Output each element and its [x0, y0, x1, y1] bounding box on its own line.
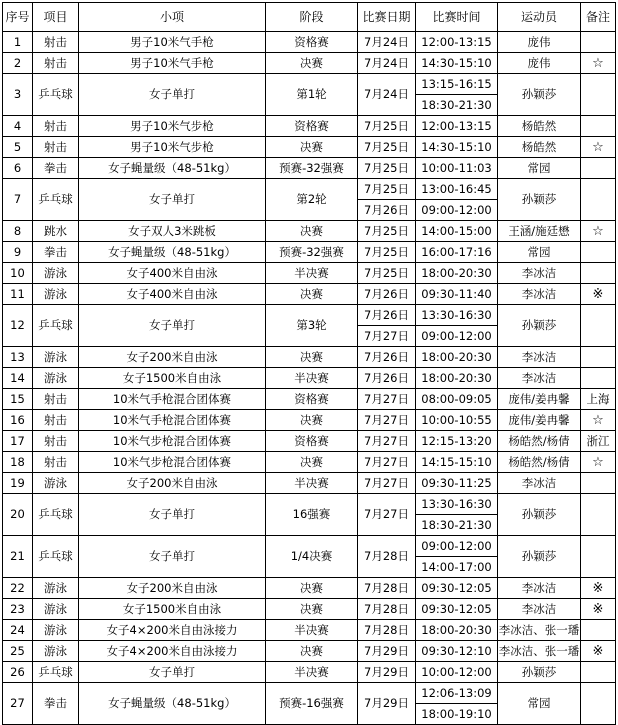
row-stage: 16强赛 — [266, 494, 358, 536]
row-event: 女子200米自由泳 — [79, 473, 266, 494]
row-date: 7月24日 — [358, 53, 416, 74]
row-athlete: 杨皓然 — [498, 116, 581, 137]
row-event: 女子蝇量级（48-51kg） — [79, 158, 266, 179]
header-stage: 阶段 — [266, 3, 358, 32]
row-no: 3 — [3, 74, 33, 116]
table-row — [3, 452, 616, 473]
row-time: 09:30-11:40 — [416, 284, 498, 305]
row-time: 09:00-12:00 — [416, 326, 498, 347]
row-note: 浙江 — [581, 431, 616, 452]
row-stage: 资格赛 — [266, 116, 358, 137]
row-event: 男子10米气步枪 — [79, 137, 266, 158]
row-event: 女子1500米自由泳 — [79, 368, 266, 389]
row-date: 7月25日 — [358, 263, 416, 284]
row-stage: 资格赛 — [266, 389, 358, 410]
table-row — [3, 347, 616, 368]
row-sport: 射击 — [33, 410, 79, 431]
row-date: 7月25日 — [358, 179, 416, 200]
row-athlete: 李冰洁、张一璠 — [498, 620, 581, 641]
table-row — [3, 74, 616, 95]
row-athlete: 李冰洁 — [498, 368, 581, 389]
table-row — [3, 473, 616, 494]
row-athlete: 庞伟 — [498, 53, 581, 74]
row-note: ※ — [581, 284, 616, 305]
header-event: 小项 — [79, 3, 266, 32]
row-event: 女子4×200米自由泳接力 — [79, 641, 266, 662]
row-time: 09:00-12:00 — [416, 536, 498, 557]
row-no: 5 — [3, 137, 33, 158]
row-no: 26 — [3, 662, 33, 683]
row-athlete: 杨皓然/杨倩 — [498, 452, 581, 473]
table-row — [3, 536, 616, 557]
row-stage: 预赛-32强赛 — [266, 158, 358, 179]
row-event: 女子单打 — [79, 494, 266, 536]
row-event: 女子200米自由泳 — [79, 347, 266, 368]
row-sport: 拳击 — [33, 683, 79, 725]
row-event: 男子10米气手枪 — [79, 53, 266, 74]
row-event: 女子蝇量级（48-51kg） — [79, 242, 266, 263]
row-sport: 游泳 — [33, 263, 79, 284]
table-row — [3, 305, 616, 326]
row-note — [581, 179, 616, 221]
row-sport: 射击 — [33, 116, 79, 137]
row-stage: 决赛 — [266, 578, 358, 599]
row-note: ☆ — [581, 410, 616, 431]
row-no: 22 — [3, 578, 33, 599]
schedule-body — [3, 32, 616, 725]
row-stage: 决赛 — [266, 599, 358, 620]
row-time: 13:30-16:30 — [416, 494, 498, 515]
row-time: 10:00-11:03 — [416, 158, 498, 179]
row-time: 18:30-21:30 — [416, 95, 498, 116]
row-stage: 决赛 — [266, 53, 358, 74]
row-sport: 射击 — [33, 137, 79, 158]
row-date: 7月25日 — [358, 221, 416, 242]
row-no: 12 — [3, 305, 33, 347]
row-sport: 游泳 — [33, 599, 79, 620]
row-athlete: 李冰洁 — [498, 599, 581, 620]
row-no: 8 — [3, 221, 33, 242]
row-sport: 射击 — [33, 53, 79, 74]
table-row — [3, 137, 616, 158]
row-date: 7月29日 — [358, 683, 416, 725]
table-row — [3, 242, 616, 263]
row-event: 女子400米自由泳 — [79, 263, 266, 284]
row-event: 10米气手枪混合团体赛 — [79, 410, 266, 431]
row-event: 10米气手枪混合团体赛 — [79, 389, 266, 410]
table-row — [3, 662, 616, 683]
row-date: 7月27日 — [358, 494, 416, 536]
row-date: 7月29日 — [358, 662, 416, 683]
row-note: ☆ — [581, 221, 616, 242]
row-note — [581, 536, 616, 578]
row-time: 12:15-13:20 — [416, 431, 498, 452]
row-event: 男子10米气手枪 — [79, 32, 266, 53]
header-note: 备注 — [581, 3, 616, 32]
header-time: 比赛时间 — [416, 3, 498, 32]
row-date: 7月28日 — [358, 599, 416, 620]
row-athlete: 孙颖莎 — [498, 74, 581, 116]
row-sport: 跳水 — [33, 221, 79, 242]
row-no: 13 — [3, 347, 33, 368]
row-sport: 拳击 — [33, 242, 79, 263]
row-time: 10:00-12:00 — [416, 662, 498, 683]
schedule-table — [2, 2, 616, 725]
row-sport: 游泳 — [33, 284, 79, 305]
row-stage: 决赛 — [266, 347, 358, 368]
row-time: 12:00-13:15 — [416, 32, 498, 53]
row-stage: 半决赛 — [266, 662, 358, 683]
header-row — [3, 3, 616, 32]
table-row — [3, 494, 616, 515]
row-athlete: 常园 — [498, 683, 581, 725]
row-sport: 乒乓球 — [33, 494, 79, 536]
row-time: 14:30-15:10 — [416, 137, 498, 158]
row-note: ※ — [581, 578, 616, 599]
row-event: 女子200米自由泳 — [79, 578, 266, 599]
row-no: 16 — [3, 410, 33, 431]
row-no: 2 — [3, 53, 33, 74]
row-sport: 乒乓球 — [33, 662, 79, 683]
row-date: 7月27日 — [358, 473, 416, 494]
row-time: 09:30-11:25 — [416, 473, 498, 494]
row-time: 12:06-13:09 — [416, 683, 498, 704]
row-athlete: 李冰洁 — [498, 473, 581, 494]
row-event: 女子蝇量级（48-51kg） — [79, 683, 266, 725]
row-note: ※ — [581, 641, 616, 662]
table-row — [3, 368, 616, 389]
row-no: 23 — [3, 599, 33, 620]
row-note — [581, 116, 616, 137]
row-date: 7月26日 — [358, 305, 416, 326]
row-athlete: 庞伟 — [498, 32, 581, 53]
row-time: 09:30-12:05 — [416, 578, 498, 599]
row-no: 10 — [3, 263, 33, 284]
row-event: 女子单打 — [79, 305, 266, 347]
row-date: 7月28日 — [358, 578, 416, 599]
row-date: 7月26日 — [358, 347, 416, 368]
row-event: 女子4×200米自由泳接力 — [79, 620, 266, 641]
table-row — [3, 578, 616, 599]
row-stage: 1/4决赛 — [266, 536, 358, 578]
row-stage: 资格赛 — [266, 32, 358, 53]
row-time: 08:00-09:05 — [416, 389, 498, 410]
table-row — [3, 284, 616, 305]
row-athlete: 杨皓然 — [498, 137, 581, 158]
row-athlete: 孙颖莎 — [498, 662, 581, 683]
row-sport: 射击 — [33, 452, 79, 473]
row-no: 24 — [3, 620, 33, 641]
row-no: 7 — [3, 179, 33, 221]
row-stage: 半决赛 — [266, 620, 358, 641]
row-athlete: 庞伟/姜冉馨 — [498, 410, 581, 431]
row-event: 男子10米气步枪 — [79, 116, 266, 137]
row-sport: 乒乓球 — [33, 536, 79, 578]
row-date: 7月26日 — [358, 368, 416, 389]
row-date: 7月28日 — [358, 536, 416, 578]
row-note — [581, 494, 616, 536]
row-no: 6 — [3, 158, 33, 179]
row-sport: 游泳 — [33, 641, 79, 662]
row-stage: 第3轮 — [266, 305, 358, 347]
row-event: 10米气步枪混合团体赛 — [79, 431, 266, 452]
row-no: 15 — [3, 389, 33, 410]
row-no: 20 — [3, 494, 33, 536]
row-note — [581, 74, 616, 116]
row-date: 7月24日 — [358, 32, 416, 53]
row-sport: 拳击 — [33, 158, 79, 179]
row-athlete: 孙颖莎 — [498, 536, 581, 578]
row-time: 18:00-20:30 — [416, 263, 498, 284]
row-no: 11 — [3, 284, 33, 305]
row-date: 7月27日 — [358, 389, 416, 410]
table-row — [3, 53, 616, 74]
row-date: 7月27日 — [358, 410, 416, 431]
row-no: 21 — [3, 536, 33, 578]
row-sport: 游泳 — [33, 347, 79, 368]
row-sport: 游泳 — [33, 473, 79, 494]
table-row — [3, 158, 616, 179]
row-time: 13:00-16:45 — [416, 179, 498, 200]
table-row — [3, 116, 616, 137]
row-athlete: 杨皓然/杨倩 — [498, 431, 581, 452]
row-date: 7月26日 — [358, 284, 416, 305]
row-time: 13:15-16:15 — [416, 74, 498, 95]
row-athlete: 李冰洁、张一璠 — [498, 641, 581, 662]
row-stage: 第2轮 — [266, 179, 358, 221]
row-note — [581, 473, 616, 494]
table-row — [3, 641, 616, 662]
row-time: 18:00-20:30 — [416, 347, 498, 368]
row-no: 4 — [3, 116, 33, 137]
row-note — [581, 347, 616, 368]
row-no: 25 — [3, 641, 33, 662]
row-time: 18:00-20:30 — [416, 620, 498, 641]
table-row — [3, 389, 616, 410]
row-athlete: 庞伟/姜冉馨 — [498, 389, 581, 410]
row-note — [581, 683, 616, 725]
table-row — [3, 431, 616, 452]
row-sport: 乒乓球 — [33, 305, 79, 347]
row-note — [581, 158, 616, 179]
row-date: 7月24日 — [358, 74, 416, 116]
header-date: 比赛日期 — [358, 3, 416, 32]
row-sport: 乒乓球 — [33, 179, 79, 221]
row-time: 09:00-12:00 — [416, 200, 498, 221]
row-athlete: 孙颖莎 — [498, 305, 581, 347]
row-note — [581, 368, 616, 389]
row-time: 09:30-12:05 — [416, 599, 498, 620]
row-athlete: 孙颖莎 — [498, 179, 581, 221]
row-note — [581, 662, 616, 683]
row-note — [581, 32, 616, 53]
row-no: 14 — [3, 368, 33, 389]
row-time: 13:30-16:30 — [416, 305, 498, 326]
row-sport: 射击 — [33, 431, 79, 452]
row-stage: 半决赛 — [266, 263, 358, 284]
row-date: 7月25日 — [358, 116, 416, 137]
row-time: 09:30-12:10 — [416, 641, 498, 662]
row-event: 女子单打 — [79, 179, 266, 221]
row-note: ☆ — [581, 137, 616, 158]
row-stage: 决赛 — [266, 641, 358, 662]
row-note: ※ — [581, 599, 616, 620]
row-date: 7月28日 — [358, 620, 416, 641]
row-date: 7月25日 — [358, 137, 416, 158]
row-athlete: 王涵/施廷懋 — [498, 221, 581, 242]
row-athlete: 孙颖莎 — [498, 494, 581, 536]
row-event: 10米气步枪混合团体赛 — [79, 452, 266, 473]
row-note: 上海 — [581, 389, 616, 410]
row-event: 女子单打 — [79, 74, 266, 116]
row-no: 1 — [3, 32, 33, 53]
row-date: 7月25日 — [358, 242, 416, 263]
row-no: 17 — [3, 431, 33, 452]
row-note — [581, 305, 616, 347]
row-time: 14:00-17:00 — [416, 557, 498, 578]
row-stage: 预赛-16强赛 — [266, 683, 358, 725]
row-stage: 半决赛 — [266, 473, 358, 494]
row-stage: 决赛 — [266, 410, 358, 431]
row-stage: 第1轮 — [266, 74, 358, 116]
header-sport: 项目 — [33, 3, 79, 32]
row-no: 9 — [3, 242, 33, 263]
row-event: 女子双人3米跳板 — [79, 221, 266, 242]
row-no: 27 — [3, 683, 33, 725]
row-event: 女子1500米自由泳 — [79, 599, 266, 620]
schedule-table-container — [2, 2, 616, 725]
row-time: 14:00-15:00 — [416, 221, 498, 242]
row-stage: 预赛-32强赛 — [266, 242, 358, 263]
row-date: 7月27日 — [358, 431, 416, 452]
row-stage: 资格赛 — [266, 431, 358, 452]
row-time: 10:00-10:55 — [416, 410, 498, 431]
row-note — [581, 263, 616, 284]
row-athlete: 李冰洁 — [498, 578, 581, 599]
row-athlete: 李冰洁 — [498, 284, 581, 305]
row-sport: 游泳 — [33, 578, 79, 599]
row-note — [581, 242, 616, 263]
row-time: 18:30-21:30 — [416, 515, 498, 536]
row-athlete: 李冰洁 — [498, 347, 581, 368]
row-sport: 射击 — [33, 389, 79, 410]
row-stage: 决赛 — [266, 137, 358, 158]
table-row — [3, 620, 616, 641]
row-sport: 乒乓球 — [33, 74, 79, 116]
row-time: 18:00-20:30 — [416, 368, 498, 389]
table-row — [3, 683, 616, 704]
table-row — [3, 221, 616, 242]
row-time: 12:00-13:15 — [416, 116, 498, 137]
row-date: 7月27日 — [358, 326, 416, 347]
row-no: 18 — [3, 452, 33, 473]
row-note — [581, 620, 616, 641]
row-note: ☆ — [581, 53, 616, 74]
row-stage: 决赛 — [266, 221, 358, 242]
row-athlete: 常园 — [498, 158, 581, 179]
header-no: 序号 — [3, 3, 33, 32]
row-time: 18:00-19:10 — [416, 704, 498, 725]
row-time: 16:00-17:16 — [416, 242, 498, 263]
row-stage: 半决赛 — [266, 368, 358, 389]
header-athlete: 运动员 — [498, 3, 581, 32]
row-athlete: 常园 — [498, 242, 581, 263]
row-no: 19 — [3, 473, 33, 494]
row-sport: 游泳 — [33, 368, 79, 389]
row-event: 女子单打 — [79, 662, 266, 683]
row-stage: 决赛 — [266, 452, 358, 473]
row-date: 7月26日 — [358, 200, 416, 221]
row-note: ☆ — [581, 452, 616, 473]
row-date: 7月27日 — [358, 452, 416, 473]
table-row — [3, 599, 616, 620]
row-time: 14:30-15:10 — [416, 53, 498, 74]
table-row — [3, 263, 616, 284]
row-event: 女子400米自由泳 — [79, 284, 266, 305]
row-athlete: 李冰洁 — [498, 263, 581, 284]
table-row — [3, 179, 616, 200]
row-sport: 射击 — [33, 32, 79, 53]
row-stage: 决赛 — [266, 284, 358, 305]
row-time: 14:15-15:10 — [416, 452, 498, 473]
table-row — [3, 410, 616, 431]
row-sport: 游泳 — [33, 620, 79, 641]
row-date: 7月25日 — [358, 158, 416, 179]
table-row — [3, 32, 616, 53]
row-date: 7月29日 — [358, 641, 416, 662]
row-event: 女子单打 — [79, 536, 266, 578]
